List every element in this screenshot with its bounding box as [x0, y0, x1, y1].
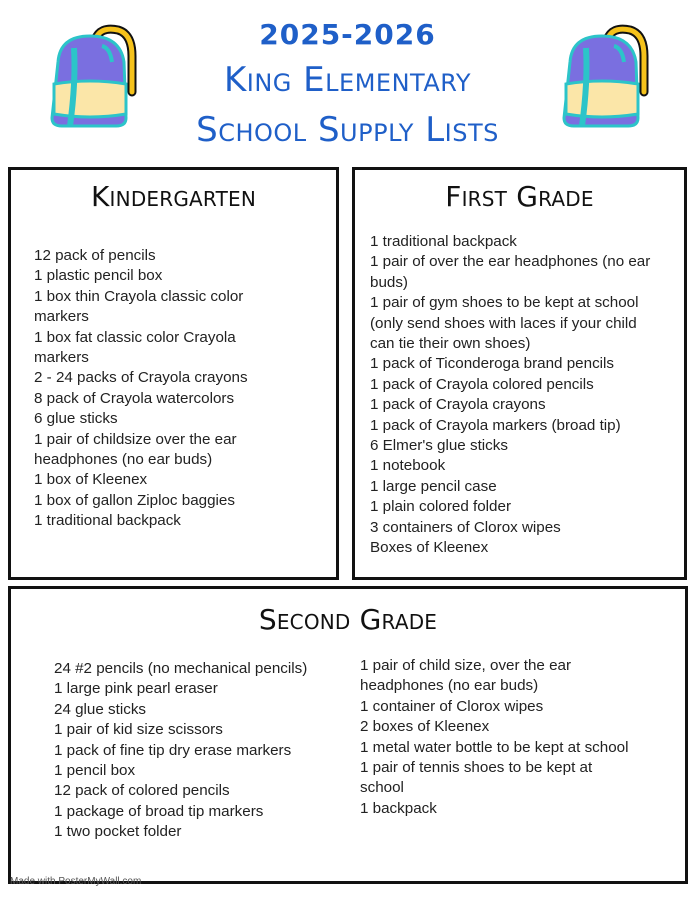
list-item: 1 large pink pearl eraser [54, 680, 218, 698]
first-grade-panel [352, 167, 687, 580]
list-item: 1 box of Kleenex [34, 471, 148, 489]
list-item: 6 glue sticks [34, 410, 118, 428]
second-grade-panel [8, 586, 688, 884]
second-grade-title: Second Grade [258, 603, 438, 636]
list-item: 1 two pocket folder [54, 823, 182, 841]
list-item: 6 Elmer's glue sticks [370, 437, 508, 455]
list-item: 1 traditional backpack [370, 233, 517, 250]
list-item: 1 box fat classic color Crayola markers [34, 328, 236, 367]
list-item: 3 containers of Clorox wipes [370, 518, 561, 536]
list-item: 1 box of gallon Ziploc baggies [34, 491, 235, 509]
list-item: 1 pack of Crayola colored pencils [370, 375, 594, 393]
school-year: 2025-2026 [259, 18, 436, 51]
list-item: 1 pair of kid size scissors [54, 721, 223, 739]
list-item: 24 glue sticks [54, 700, 147, 718]
list-item: 1 plastic pencil box [34, 267, 163, 285]
footer-credit: Made with PosterMyWall.com [10, 876, 142, 887]
second-grade-supply-list-right [360, 656, 630, 819]
list-item: 1 backpack [360, 799, 437, 817]
list-item: 1 pair of over the ear headphones (no ear buds) [370, 253, 651, 291]
list-item: 1 plain colored folder [370, 498, 511, 516]
list-item: 1 pack of Ticonderoga brand pencils [370, 355, 615, 373]
second-grade-supply-list-left [54, 659, 354, 843]
list-item: 1 pair of tennis shoes to be kept at school [360, 759, 593, 797]
kindergarten-supply-list [34, 246, 269, 532]
list-item: 1 pack of fine tip dry erase markers [54, 741, 292, 759]
list-item: 1 pair of childsize over the ear headphones (no ear buds) [34, 430, 237, 469]
list-item: 1 pair of child size, over the ear headphones (no ear buds) [360, 657, 572, 695]
backpack-icon [552, 22, 652, 132]
list-item: 2 boxes of Kleenex [360, 718, 490, 736]
poster-header [0, 0, 695, 165]
list-item: 1 container of Clorox wipes [360, 697, 544, 715]
list-item: 1 box thin Crayola classic color markers [34, 287, 244, 326]
list-item: 1 traditional backpack [34, 512, 181, 530]
list-item: 1 pack of Crayola markers (broad tip) [370, 416, 621, 434]
list-item: 1 notebook [370, 457, 446, 475]
list-item: 1 pair of gym shoes to be kept at school (only send shoes with laces if your child can tie their own shoes) [370, 294, 639, 353]
list-item: 1 package of broad tip markers [54, 802, 264, 820]
kindergarten-panel [8, 167, 339, 580]
list-item: 12 pack of pencils [34, 247, 156, 264]
list-item: 2 - 24 packs of Crayola crayons [34, 369, 248, 387]
school-name: King Elementary [223, 60, 472, 100]
list-item: 1 pencil box [54, 762, 136, 780]
list-item: Boxes of Kleenex [370, 539, 489, 557]
list-item: 24 #2 pencils (no mechanical pencils) [54, 660, 308, 677]
list-item: 8 pack of Crayola watercolors [34, 389, 235, 407]
list-item: 1 pack of Crayola crayons [370, 396, 546, 414]
list-item: 12 pack of colored pencils [54, 782, 230, 800]
first-grade-supply-list [370, 232, 665, 559]
poster-title: School Supply Lists [196, 110, 499, 150]
kindergarten-title: Kindergarten [91, 180, 256, 213]
first-grade-title: First Grade [445, 180, 594, 213]
list-item: 1 large pencil case [370, 477, 497, 495]
list-item: 1 metal water bottle to be kept at school [360, 738, 629, 756]
